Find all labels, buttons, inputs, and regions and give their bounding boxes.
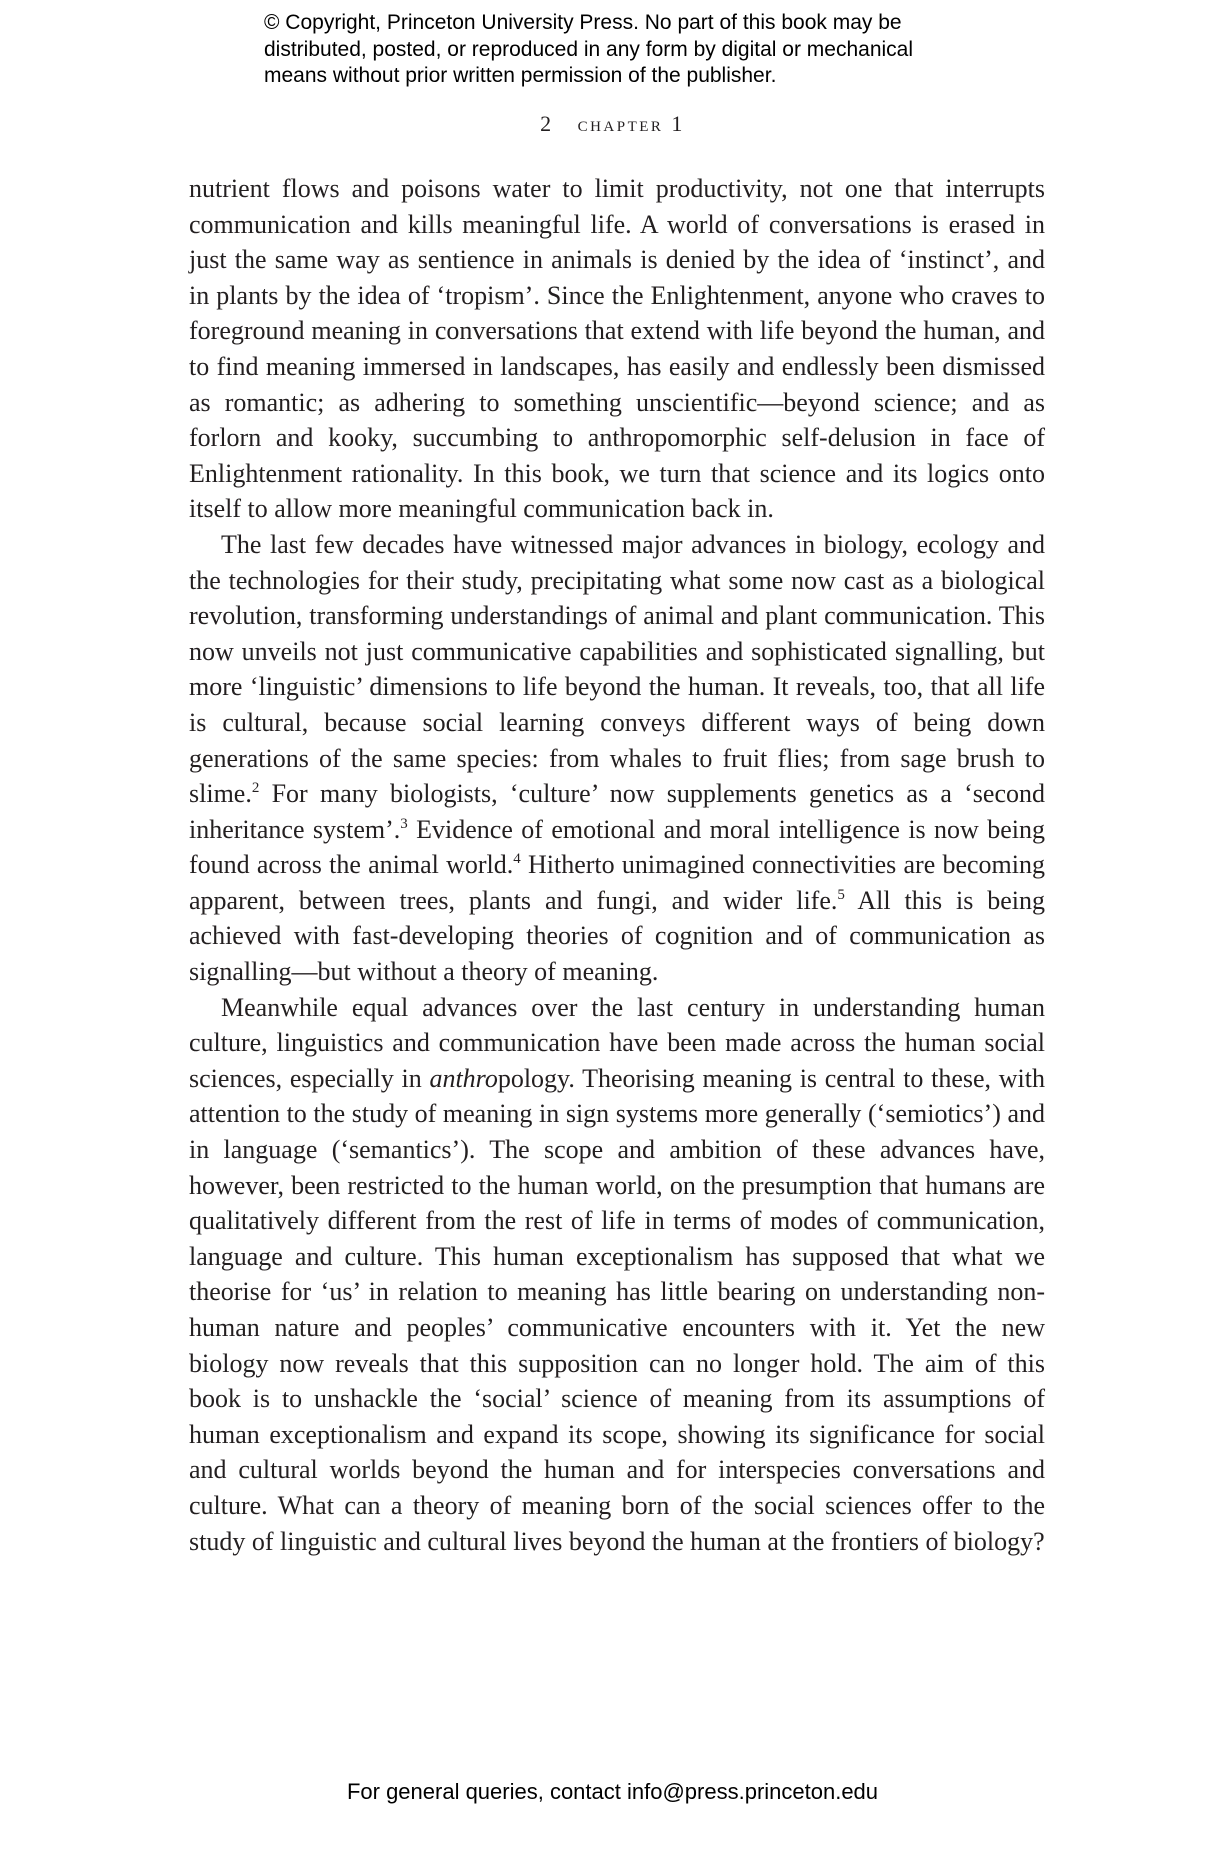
paragraph-text: pology. Theorising meaning is central to these, with attention to the study of meaning in sign systems more generally (‘semiotics’) and in language (‘semantics’). The scope and ambition of these advances have, however, been restricted to the human world, on the presumption that humans are qualitatively different from the rest of life in terms of modes of communication, language and culture. This human exceptionalism has supposed that what we theorise for ‘us’ in relation to meaning has little bearing on understanding non-human nature and peoples’ communicative encounters with it. Yet the new biology now reveals that this supposition can no longer hold. The aim of this book is to unshackle the ‘social’ science of meaning from its assumptions of human exceptionalism and expand its scope, showing its significance for social and cultural worlds beyond the human and for interspecies conversations and culture. What can a theory of meaning born of the social sciences offer to the study of linguistic and cultural lives beyond the human at the frontiers of biology? bbox=[189, 1063, 1045, 1556]
paragraph bbox=[189, 990, 1045, 1560]
copyright-line: means without prior written permission of the publisher. bbox=[264, 64, 777, 87]
paragraph-text: nutrient flows and poisons water to limit productivity, not one that interrupts communication and kills meaningful life. A world of conversations is erased in just the same way as sentience in animals is denied by the idea of ‘instinct’, and in plants by the idea of ‘tropism’. Since the Enlightenment, anyone who craves to foreground meaning in conversations that extend with life beyond the human, and to find meaning immersed in landscapes, has easily and endlessly been dismissed as romantic; as adhering to something unscientific—beyond science; and as forlorn and kooky, succumbing to anthropomorphic self-delusion in face of Enlightenment rationality. In this book, we turn that science and its logics onto itself to allow more meaningful communication back in. bbox=[189, 174, 1045, 524]
paragraph bbox=[189, 527, 1045, 990]
page-number: 2 bbox=[540, 111, 552, 136]
copyright-notice bbox=[264, 10, 1044, 90]
chapter-label: chapter 1 bbox=[577, 111, 685, 136]
paragraph-text: For many biologists, ‘culture’ now supplements genetics as a ‘second inheritance system’. bbox=[189, 779, 1045, 844]
paragraph-text: The last few decades have witnessed major advances in biology, ecology and the technologies for their study, precipitating what some now cast as a biological revolution, transforming understandings of animal and plant communication. This now unveils not just communicative capabilities and sophisticated signalling, but more ‘linguistic’ dimensions to life beyond the human. It reveals, too, that all life is cultural, because social learning conveys different ways of being down generations of the same species: from whales to fruit flies; from sage brush to slime. bbox=[189, 529, 1045, 809]
paragraph bbox=[189, 171, 1045, 527]
footer-contact: For general queries, contact info@press.princeton.edu bbox=[346, 1779, 879, 1804]
footnote-marker[interactable]: 3 bbox=[400, 815, 408, 832]
paragraph-text: All this is being achieved with fast-developing theories of cognition and of communication as signalling—but without a theory of meaning. bbox=[189, 885, 1045, 987]
running-head bbox=[0, 110, 1225, 138]
paragraph-text: Hitherto unimagined connectivities are becoming apparent, between trees, plants and fungi, and wider life. bbox=[189, 850, 1046, 915]
body-text bbox=[189, 171, 1045, 1559]
paragraph-text: Evidence of emotional and moral intelligence is now being found across the animal world. bbox=[189, 814, 1045, 880]
footnote-marker[interactable]: 5 bbox=[837, 886, 845, 903]
copyright-line: distributed, posted, or reproduced in any form by digital or mechanical bbox=[264, 37, 914, 61]
paragraph-text: Meanwhile equal advances over the last century in understanding human culture, linguistics and communication have been made across the human social sciences, especially in bbox=[189, 992, 1045, 1093]
copyright-line: © Copyright, Princeton University Press. No part of this book may be bbox=[264, 11, 902, 34]
italic-text: anthro bbox=[429, 1063, 498, 1093]
footnote-marker[interactable]: 2 bbox=[251, 780, 260, 797]
footnote-marker[interactable]: 4 bbox=[513, 851, 521, 868]
